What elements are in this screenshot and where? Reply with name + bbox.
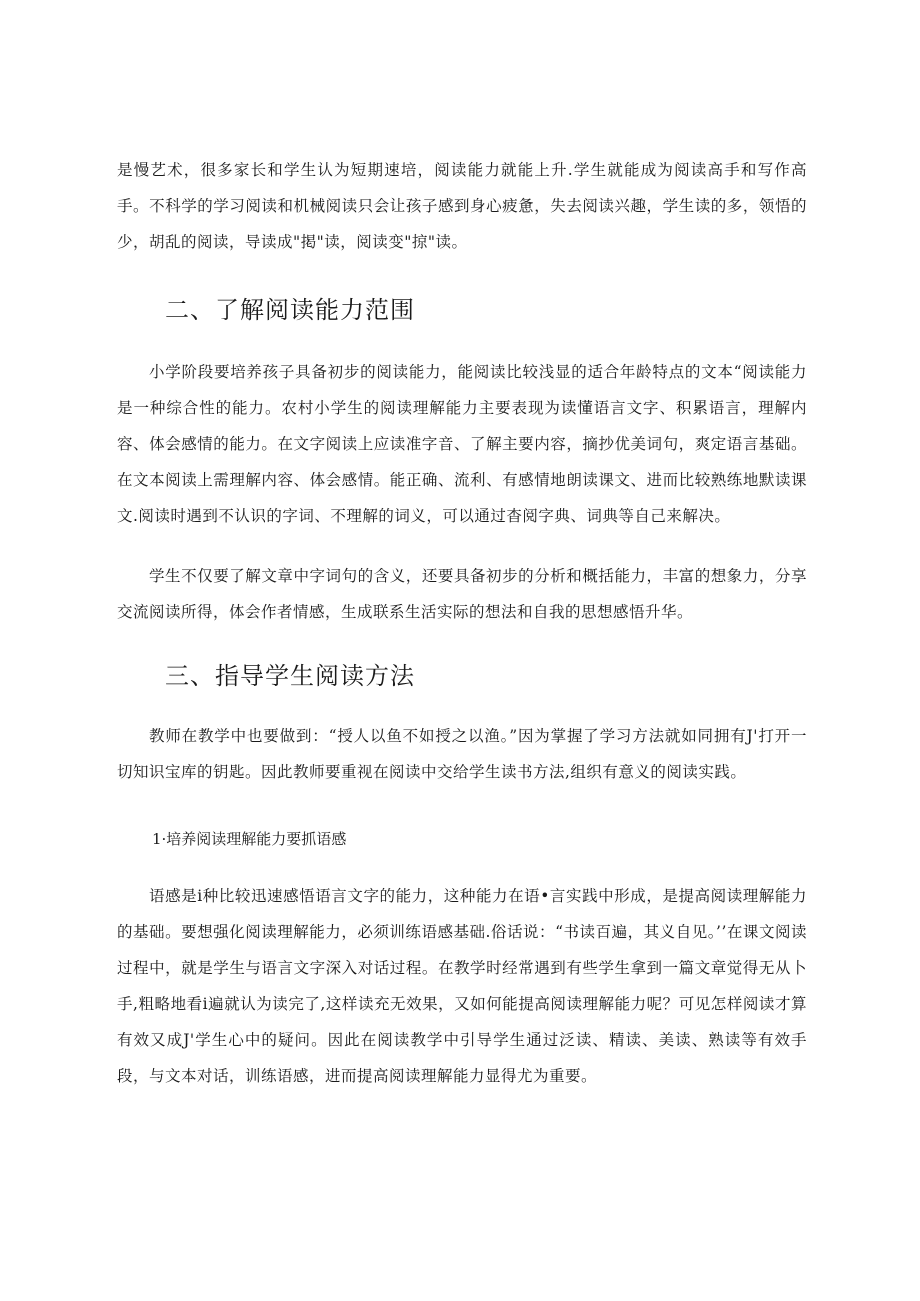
paragraph-student-understanding: 学生不仅要了解文章中字词句的含义，还要具备初步的分析和概括能力，丰富的想象力，分享交流阅读所得，体会作者情感，生成联系生活实际的想法和自我的思想感悟升华。 bbox=[117, 567, 807, 621]
paragraph-teaching-method: 教师在教学中也要做到：“授人以鱼不如授之以渔。”因为掌握了学习方法就如同拥有J'打开一切知识宝库的钥匙。因此教师要重视在阅读中交给学生读书方法,组织有意义的阅读实践。 bbox=[117, 727, 807, 781]
paragraph-reading-ability: 小学阶段要培养孩子具备初步的阅读能力，能阅读比较浅显的适合年龄特点的文本“阅读能力是一种综合性的能力。农村小学生的阅读理解能力主要表现为读懂语言文字、积累语言，理解内容、体会感情的能力。在文字阅读上应读准字音、了解主要内容，摘抄优美词句，爽定语言基础。在文本阅读上需理解内容、体会感情。能正确、流利、有感情地朗读课文、进而比较熟练地默读课文.阅读时遇到不认识的字词、不理解的词义，可以通过杳阅字典、词典等自己来解决。 bbox=[117, 363, 807, 525]
section-heading-2: 二、了解阅读能力范围 bbox=[165, 296, 415, 324]
paragraph-language-sense: 语感是i种比较迅速感悟语言文字的能力，这种能力在语•言实践中形成，是提高阅读理解能力的基础。要想强化阅读理解能力，必须训练语感基础.俗话说：“书读百遍，其义自见。’’在课文阅读过程中，就是学生与语言文字深入对话过程。在教学时经常遇到有些学生拿到一篇文章觉得无从卜手,粗略地看i遍就认为读完了,这样读充无效果，又如何能提高阅读理解能力呢？可见怎样阅读才算有效又成J'学生心中的疑问。因此在阅读教学中引导学生通过泛读、精读、美读、熟读等有效手段，与文本对话，训练语感，进而提高阅读理解能力显得尤为重要。 bbox=[117, 887, 807, 1085]
paragraph-intro-continued: 是慢艺术，很多家长和学生认为短期速培，阅读能力就能上升.学生就能成为阅读高手和写作高手。不科学的学习阅读和机械阅读只会让孩子感到身心疲惫，失去阅读兴趣，学生读的多，领悟的少，胡乱的阅读，导读成"掲"读，阅读变"掠"读。 bbox=[117, 161, 807, 251]
subsection-heading-1: 1·培养阅读理解能力要抓语感 bbox=[152, 830, 347, 848]
section-heading-3: 三、指导学生阅读方法 bbox=[165, 662, 415, 690]
